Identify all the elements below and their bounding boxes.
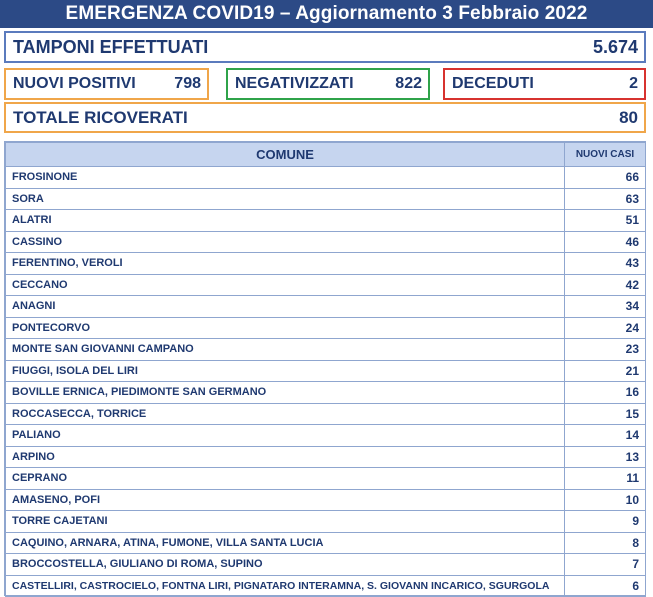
table-row — [6, 339, 646, 361]
casi-cell: 14 — [565, 425, 646, 447]
casi-cell: 8 — [565, 532, 646, 554]
casi-cell: 43 — [565, 253, 646, 275]
comune-cell: AMASENO, POFI — [6, 489, 565, 511]
table-row — [6, 360, 646, 382]
casi-cell: 63 — [565, 188, 646, 210]
casi-cell: 23 — [565, 339, 646, 361]
table-row — [6, 489, 646, 511]
column-header-comune: COMUNE — [6, 143, 565, 167]
deceduti-value: 2 — [629, 75, 638, 92]
comune-cell: ROCCASECCA, TORRICE — [6, 403, 565, 425]
page-title: EMERGENZA COVID19 – Aggiornamento 3 Febbraio 2022 — [0, 0, 653, 28]
table-row — [6, 446, 646, 468]
column-header-nuovi-casi: NUOVI CASI — [565, 143, 646, 167]
comune-cell: ALATRI — [6, 210, 565, 232]
table-header-row — [6, 143, 646, 167]
casi-cell: 24 — [565, 317, 646, 339]
ricoverati-label: TOTALE RICOVERATI — [13, 107, 188, 127]
comune-cell: CAQUINO, ARNARA, ATINA, FUMONE, VILLA SANTA LUCIA — [6, 532, 565, 554]
table-row — [6, 382, 646, 404]
casi-cell: 6 — [565, 575, 646, 597]
table-row — [6, 317, 646, 339]
casi-cell: 15 — [565, 403, 646, 425]
ricoverati-value: 80 — [619, 107, 638, 127]
negativizzati-box — [226, 68, 430, 100]
casi-cell: 16 — [565, 382, 646, 404]
casi-cell: 9 — [565, 511, 646, 533]
casi-cell: 21 — [565, 360, 646, 382]
deceduti-box — [443, 68, 646, 100]
casi-cell: 34 — [565, 296, 646, 318]
tamponi-label: TAMPONI EFFETTUATI — [13, 36, 209, 57]
comune-cell: PONTECORVO — [6, 317, 565, 339]
negativizzati-value: 822 — [395, 75, 422, 92]
table-row — [6, 188, 646, 210]
table-row — [6, 554, 646, 576]
comune-cell: CASSINO — [6, 231, 565, 253]
casi-cell: 42 — [565, 274, 646, 296]
table-row — [6, 511, 646, 533]
comune-cell: FROSINONE — [6, 167, 565, 189]
comune-cell: PALIANO — [6, 425, 565, 447]
comune-cell: BROCCOSTELLA, GIULIANO DI ROMA, SUPINO — [6, 554, 565, 576]
table-row — [6, 575, 646, 597]
table-row — [6, 468, 646, 490]
tamponi-box — [4, 31, 646, 63]
comune-cell: FERENTINO, VEROLI — [6, 253, 565, 275]
cases-table — [4, 141, 646, 596]
negativizzati-label: NEGATIVIZZATI — [235, 75, 354, 92]
comune-cell: ANAGNI — [6, 296, 565, 318]
comune-cell: FIUGGI, ISOLA DEL LIRI — [6, 360, 565, 382]
comune-cell: SORA — [6, 188, 565, 210]
table-row — [6, 425, 646, 447]
casi-cell: 10 — [565, 489, 646, 511]
comune-cell: CECCANO — [6, 274, 565, 296]
casi-cell: 51 — [565, 210, 646, 232]
table-row — [6, 253, 646, 275]
positivi-label: NUOVI POSITIVI — [13, 75, 136, 92]
comune-cell: ARPINO — [6, 446, 565, 468]
casi-cell: 46 — [565, 231, 646, 253]
comune-cell: MONTE SAN GIOVANNI CAMPANO — [6, 339, 565, 361]
table-row — [6, 532, 646, 554]
table-row — [6, 403, 646, 425]
comune-cell: CEPRANO — [6, 468, 565, 490]
table-row — [6, 274, 646, 296]
table-row — [6, 210, 646, 232]
comune-cell: CASTELLIRI, CASTROCIELO, FONTNA LIRI, PIGNATARO INTERAMNA, S. GIOVANN INCARICO, SGURGOLA — [6, 575, 565, 597]
casi-cell: 7 — [565, 554, 646, 576]
positivi-value: 798 — [174, 75, 201, 92]
casi-cell: 66 — [565, 167, 646, 189]
casi-cell: 11 — [565, 468, 646, 490]
casi-cell: 13 — [565, 446, 646, 468]
comune-cell: TORRE CAJETANI — [6, 511, 565, 533]
tamponi-value: 5.674 — [592, 36, 638, 57]
table-row — [6, 231, 646, 253]
deceduti-label: DECEDUTI — [452, 75, 534, 92]
positivi-box — [4, 68, 209, 100]
table-row — [6, 167, 646, 189]
table-row — [6, 296, 646, 318]
ricoverati-box — [4, 102, 646, 133]
comune-cell: BOVILLE ERNICA, PIEDIMONTE SAN GERMANO — [6, 382, 565, 404]
